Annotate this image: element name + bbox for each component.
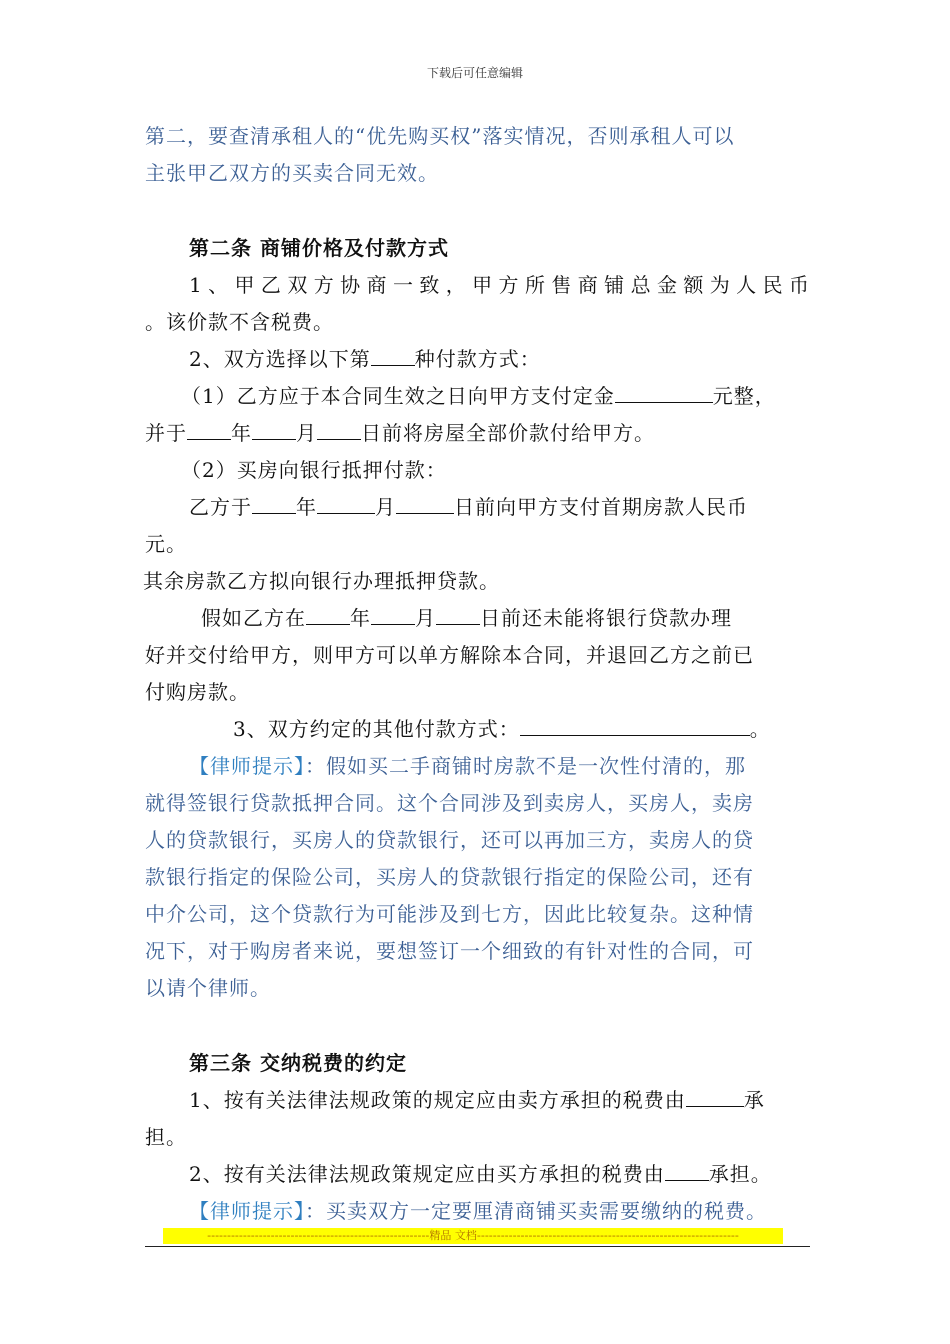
lawyer-tip-1-line1	[145, 748, 810, 785]
art3-p1-a: 1、按有关法律法规政策的规定应由卖方承担的税费由	[189, 1088, 686, 1112]
blank-field[interactable]	[615, 384, 713, 403]
art2-o2-c: 月	[375, 495, 396, 519]
art2-p2	[145, 341, 810, 378]
lawyer-tip-1-line3: 人的贷款银行，买房人的贷款银行，还可以再加三方，卖房人的贷	[145, 828, 754, 852]
art2-o1-e: 月	[296, 421, 317, 445]
tip2-text: ：买卖双方一定要厘清商铺买卖需要缴纳的税费。	[305, 1199, 767, 1223]
blank-field[interactable]	[520, 717, 750, 736]
art2-o1-c: 并于	[145, 421, 187, 445]
lawyer-tip-label: 【律师提示】	[189, 1199, 305, 1223]
art3-p2-b: 承担。	[708, 1162, 772, 1186]
art2-option2-line4	[145, 600, 810, 637]
art2-option2-line5: 好并交付给甲方，则甲方可以单方解除本合同，并退回乙方之前已	[145, 643, 754, 667]
blank-field[interactable]	[306, 606, 350, 625]
art2-o1-f: 日前将房屋全部价款付给甲方。	[361, 421, 655, 445]
art2-o2-h: 年	[350, 606, 371, 630]
blank-field[interactable]	[252, 421, 296, 440]
article-3-title: 第三条 交纳税费的约定	[189, 1051, 407, 1075]
document-body	[145, 118, 810, 1230]
footer-divider	[145, 1246, 810, 1247]
intro-line-2: 主张甲乙双方的买卖合同无效。	[145, 161, 439, 185]
art2-p3-a: 3、双方约定的其他付款方式：	[233, 717, 520, 741]
art2-o2-i: 月	[415, 606, 436, 630]
art2-option2-line3: 其余房款乙方拟向银行办理抵押贷款。	[143, 569, 500, 593]
art2-option2-title: （2）买房向银行抵押付款：	[181, 458, 447, 482]
art2-o2-a: 乙方于	[189, 495, 252, 519]
art3-p1-b: 承	[743, 1088, 765, 1112]
art3-p2-a: 2、按有关法律法规政策规定应由买方承担的税费由	[189, 1162, 665, 1186]
art2-option2-line1	[145, 489, 810, 526]
intro-line-1: 第二，要查清承租人的“优先购买权”落实情况，否则承租人可以	[145, 124, 735, 148]
lawyer-tip-1-line6: 况下，对于购房者来说，要想签订一个细致的有针对性的合同，可	[145, 939, 754, 963]
blank-field[interactable]	[686, 1088, 744, 1107]
lawyer-tip-1-line7: 以请个律师。	[145, 976, 271, 1000]
blank-field[interactable]	[317, 421, 361, 440]
art2-o1-a: （1）乙方应于本合同生效之日向甲方支付定金	[181, 384, 615, 408]
blank-field[interactable]	[252, 495, 296, 514]
art3-p2	[145, 1156, 810, 1193]
lawyer-tip-1-line4: 款银行指定的保险公司，买房人的贷款银行指定的保险公司，还有	[145, 865, 754, 889]
tip1-text-1: ：假如买二手商铺时房款不是一次性付清的，那	[305, 754, 746, 778]
art2-p2-a: 2、双方选择以下第	[189, 347, 371, 371]
art2-o2-d: 日前向甲方支付首期房款人民币	[454, 495, 748, 519]
art2-p2-b: 种付款方式：	[414, 347, 541, 371]
blank-field[interactable]	[371, 347, 415, 366]
art2-option2-line2: 元。	[145, 532, 187, 556]
blank-field[interactable]	[317, 495, 375, 514]
art2-o2-b: 年	[296, 495, 317, 519]
art2-p1-line1: 1、甲乙双方协商一致，甲方所售商铺总金额为人民币	[189, 273, 810, 297]
art2-o1-d: 年	[231, 421, 252, 445]
article-2-title: 第二条 商铺价格及付款方式	[189, 236, 449, 260]
art2-o2-g: 假如乙方在	[201, 606, 306, 630]
lawyer-tip-label: 【律师提示】	[189, 754, 305, 778]
blank-field[interactable]	[371, 606, 415, 625]
lawyer-tip-1-line2: 就得签银行贷款抵押合同。这个合同涉及到卖房人，买房人，卖房	[145, 791, 754, 815]
art2-p1-line2: 。该价款不含税费。	[145, 310, 334, 334]
blank-field[interactable]	[187, 421, 231, 440]
lawyer-tip-1-line5: 中介公司，这个贷款行为可能涉及到七方，因此比较复杂。这种情	[145, 902, 754, 926]
blank-field[interactable]	[396, 495, 454, 514]
lawyer-tip-2	[145, 1193, 810, 1230]
art2-o1-b: 元整，	[712, 384, 776, 408]
art2-p3-b: 。	[749, 717, 771, 741]
art2-option2-line6: 付购房款。	[145, 680, 250, 704]
art3-p1-line2: 担。	[145, 1125, 187, 1149]
art2-o2-j: 日前还未能将银行贷款办理	[480, 606, 732, 630]
art2-option1-line2	[145, 415, 810, 452]
page-header: 下载后可任意编辑	[426, 66, 523, 80]
blank-field[interactable]	[665, 1162, 709, 1181]
art3-p1-line1	[145, 1082, 810, 1119]
art2-option1-line1	[145, 378, 810, 415]
page-footer-banner: --------------------------------------------------------精品 文档------------------------------------------------------------------	[163, 1228, 783, 1244]
blank-field[interactable]	[436, 606, 480, 625]
art2-p3	[145, 711, 810, 748]
